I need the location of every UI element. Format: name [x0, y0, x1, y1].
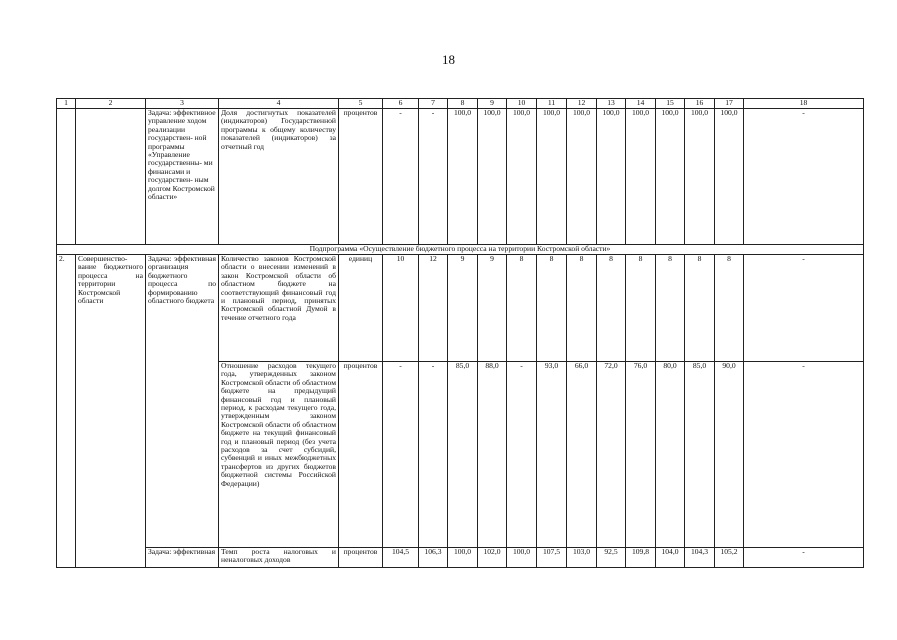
table-row: [57, 109, 864, 245]
value-cell: 8: [656, 255, 685, 362]
header-cell: 11: [537, 99, 567, 109]
header-cell: 16: [685, 99, 715, 109]
value-cell: 8: [567, 255, 597, 362]
value-cell: -: [507, 362, 537, 548]
value-cell: 106,3: [419, 548, 448, 568]
subprogram-row: [57, 245, 864, 255]
value-cell: 100,0: [597, 109, 626, 245]
indicators-table: [56, 98, 864, 568]
value-cell: 102,0: [478, 548, 507, 568]
value-cell: 12: [419, 255, 448, 362]
value-cell: 100,0: [507, 548, 537, 568]
unit-cell: процентов: [339, 362, 383, 548]
value-cell: 100,0: [626, 109, 656, 245]
value-cell: 85,0: [685, 362, 715, 548]
value-cell: 8: [537, 255, 567, 362]
value-cell: 100,0: [448, 548, 478, 568]
subprogram-title: Подпрограмма «Осуществление бюджетного процесса на территории Костромской области»: [57, 245, 864, 255]
value-cell: 9: [478, 255, 507, 362]
value-cell: 100,0: [715, 109, 744, 245]
task-cell: Задача: эффективная: [146, 548, 219, 568]
value-cell: 8: [597, 255, 626, 362]
value-cell: 8: [626, 255, 656, 362]
unit-cell: процентов: [339, 109, 383, 245]
value-cell: 10: [383, 255, 419, 362]
value-cell: 9: [448, 255, 478, 362]
header-cell: 7: [419, 99, 448, 109]
value-cell: 100,0: [685, 109, 715, 245]
unit-cell: единиц: [339, 255, 383, 362]
header-cell: 5: [339, 99, 383, 109]
header-cell: 6: [383, 99, 419, 109]
value-cell: 103,0: [567, 548, 597, 568]
value-cell: 100,0: [448, 109, 478, 245]
header-cell: 8: [448, 99, 478, 109]
value-cell: 8: [685, 255, 715, 362]
header-cell: 12: [567, 99, 597, 109]
value-cell: 93,0: [537, 362, 567, 548]
row-number-cell: [57, 109, 76, 245]
header-cell: 14: [626, 99, 656, 109]
value-cell: 88,0: [478, 362, 507, 548]
page-number: 18: [442, 52, 455, 67]
header-cell: 1: [57, 99, 76, 109]
value-cell: 66,0: [567, 362, 597, 548]
objective-cell: [76, 109, 146, 245]
header-cell: 10: [507, 99, 537, 109]
value-cell: 104,5: [383, 548, 419, 568]
value-cell: 85,0: [448, 362, 478, 548]
value-cell: 90,0: [715, 362, 744, 548]
value-cell: 100,0: [567, 109, 597, 245]
note-cell: -: [744, 255, 864, 362]
header-cell: 9: [478, 99, 507, 109]
value-cell: 107,5: [537, 548, 567, 568]
value-cell: 109,8: [626, 548, 656, 568]
table-row: [57, 255, 864, 362]
value-cell: 104,0: [656, 548, 685, 568]
header-cell: 4: [219, 99, 339, 109]
value-cell: 8: [507, 255, 537, 362]
indicator-cell: Доля достигнутых показателей (индикаторов) Государственной программы к общему количеству показателей (индикаторов) за отчетный год: [219, 109, 339, 245]
unit-cell: процентов: [339, 548, 383, 568]
value-cell: 92,5: [597, 548, 626, 568]
indicator-cell: Темп роста налоговых и неналоговых доходов: [219, 548, 339, 568]
indicator-cell: Количество законов Костромской области о внесении изменений в закон Костромской области об областном бюджете на соответствующий финансовый год и плановый период, принятых Костромской областной Думой в течение отчетного года: [219, 255, 339, 362]
value-cell: 80,0: [656, 362, 685, 548]
value-cell: 100,0: [537, 109, 567, 245]
header-cell: 2: [76, 99, 146, 109]
task-cell: Задача: эффективное управление ходом реализации государствен- ной программы «Управление государственны- ми финансами и государствен- ным долгом Костромской области»: [146, 109, 219, 245]
table-row: [57, 548, 864, 568]
header-cell: 18: [744, 99, 864, 109]
value-cell: 105,2: [715, 548, 744, 568]
header-cell: 3: [146, 99, 219, 109]
objective-cell: Совершенство- вание бюджетного процесса на территории Костромской области: [76, 255, 146, 568]
value-cell: -: [419, 109, 448, 245]
value-cell: 104,3: [685, 548, 715, 568]
value-cell: 100,0: [507, 109, 537, 245]
value-cell: -: [383, 362, 419, 548]
value-cell: -: [383, 109, 419, 245]
row-number-cell: 2.: [57, 255, 76, 568]
note-cell: -: [744, 109, 864, 245]
header-cell: 17: [715, 99, 744, 109]
value-cell: -: [419, 362, 448, 548]
note-cell: -: [744, 362, 864, 548]
value-cell: 8: [715, 255, 744, 362]
header-row: [57, 99, 864, 109]
task-cell: Задача: эффективная организация бюджетного процесса по формированию областного бюджета: [146, 255, 219, 548]
note-cell: -: [744, 548, 864, 568]
header-cell: 13: [597, 99, 626, 109]
value-cell: 100,0: [656, 109, 685, 245]
value-cell: 100,0: [478, 109, 507, 245]
indicator-cell: Отношение расходов текущего года, утвержденных законом Костромской области об областном бюджете на предыдущий финансовый год и плановый период, к расходам текущего года, утвержденным законом Костромской области об областном бюджете на текущий финансовый год и плановый период (без учета расходов за счет субсидий, субвенций и иных межбюджетных трансфертов из других бюджетов бюджетной системы Российской Федерации): [219, 362, 339, 548]
value-cell: 72,0: [597, 362, 626, 548]
header-cell: 15: [656, 99, 685, 109]
value-cell: 76,0: [626, 362, 656, 548]
